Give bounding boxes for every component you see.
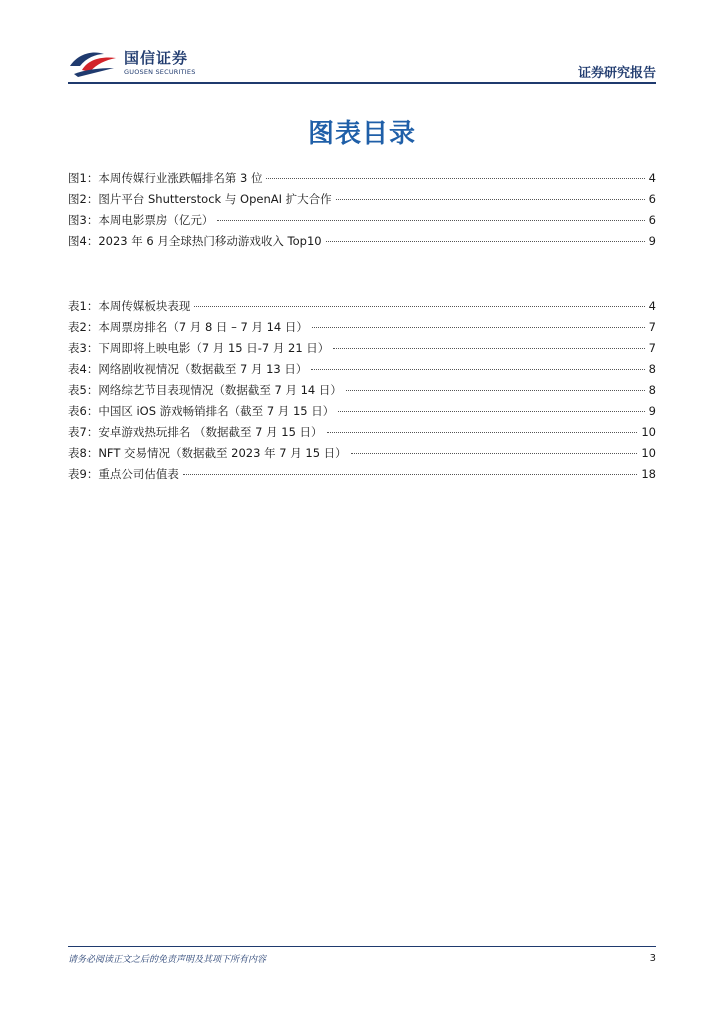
dot-leader	[217, 219, 644, 221]
entry-title: NFT 交易情况（数据截至 2023 年 7 月 15 日）	[98, 446, 347, 460]
entry-title: 网络剧收视情况（数据截至 7 月 13 日）	[98, 362, 308, 376]
entry-prefix: 图2：	[68, 192, 99, 206]
entry-title: 2023 年 6 月全球热门移动游戏收入 Top10	[98, 234, 322, 248]
entry-prefix: 图3：	[68, 213, 99, 227]
entry-prefix: 表9：	[68, 467, 99, 481]
dot-leader	[326, 240, 645, 242]
entry-page: 18	[641, 467, 656, 481]
entry-title: 本周票房排名（7 月 8 日 – 7 月 14 日）	[98, 320, 308, 334]
report-type-label: 证券研究报告	[577, 66, 656, 81]
table-list	[68, 298, 656, 487]
entry-title: 本周传媒行业涨跌幅排名第 3 位	[98, 171, 263, 185]
entry-prefix: 表5：	[68, 383, 99, 397]
entry-prefix: 表2：	[68, 320, 99, 334]
table-entry[interactable]	[68, 340, 656, 361]
dot-leader	[311, 368, 644, 370]
guosen-logo	[68, 48, 196, 78]
entry-title: 下周即将上映电影（7 月 15 日-7 月 21 日）	[98, 341, 330, 355]
table-entry[interactable]	[68, 445, 656, 466]
table-entry[interactable]	[68, 361, 656, 382]
entry-title: 网络综艺节目表现情况（数据截至 7 月 14 日）	[98, 383, 342, 397]
logo-chinese-name: 国信证券	[124, 48, 189, 67]
entry-prefix: 图4：	[68, 234, 99, 248]
entry-title: 中国区 iOS 游戏畅销排名（截至 7 月 15 日）	[98, 404, 335, 418]
dot-leader	[336, 198, 645, 200]
entry-page: 9	[648, 234, 656, 248]
entry-page: 4	[648, 299, 656, 313]
disclaimer-note: 请务必阅读正文之后的免责声明及其项下所有内容	[68, 955, 267, 965]
logo-english-name: GUOSEN SECURITIES	[124, 67, 196, 76]
entry-page: 6	[648, 192, 656, 206]
entry-prefix: 表4：	[68, 362, 99, 376]
dot-leader	[338, 410, 644, 412]
dot-leader	[312, 326, 645, 328]
figure-entry[interactable]	[68, 233, 656, 254]
page-number: 3	[649, 953, 656, 964]
footer-divider	[68, 946, 656, 947]
table-entry[interactable]	[68, 298, 656, 319]
dot-leader	[351, 452, 638, 454]
entry-prefix: 图1：	[68, 171, 99, 185]
entry-title: 图片平台 Shutterstock 与 OpenAI 扩大合作	[98, 192, 332, 206]
table-entry[interactable]	[68, 403, 656, 424]
figure-list	[68, 170, 656, 254]
dot-leader	[266, 177, 644, 179]
figure-entry[interactable]	[68, 191, 656, 212]
entry-prefix: 表1：	[68, 299, 99, 313]
entry-page: 10	[641, 425, 656, 439]
entry-page: 7	[648, 320, 656, 334]
dot-leader	[194, 305, 644, 307]
entry-page: 7	[648, 341, 656, 355]
entry-prefix: 表7：	[68, 425, 99, 439]
entry-title: 重点公司估值表	[98, 467, 179, 481]
entry-prefix: 表6：	[68, 404, 99, 418]
figure-entry[interactable]	[68, 170, 656, 191]
header-divider	[68, 82, 656, 84]
entry-title: 安卓游戏热玩排名 （数据截至 7 月 15 日）	[98, 425, 323, 439]
dot-leader	[346, 389, 645, 391]
dot-leader	[327, 431, 638, 433]
entry-title: 本周传媒板块表现	[98, 299, 191, 313]
table-entry[interactable]	[68, 466, 656, 487]
table-entry[interactable]	[68, 319, 656, 340]
entry-page: 8	[648, 383, 656, 397]
entry-page: 4	[648, 171, 656, 185]
entry-prefix: 表3：	[68, 341, 99, 355]
entry-page: 10	[641, 446, 656, 460]
table-entry[interactable]	[68, 382, 656, 403]
table-entry[interactable]	[68, 424, 656, 445]
guosen-logo-icon	[68, 48, 120, 78]
entry-prefix: 表8：	[68, 446, 99, 460]
entry-title: 本周电影票房（亿元）	[98, 213, 214, 227]
entry-page: 8	[648, 362, 656, 376]
dot-leader	[183, 473, 638, 475]
page-header	[68, 48, 656, 84]
figure-entry[interactable]	[68, 212, 656, 233]
dot-leader	[333, 347, 644, 349]
entry-page: 9	[648, 404, 656, 418]
toc-heading: 图表目录	[307, 119, 416, 149]
entry-page: 6	[648, 213, 656, 227]
